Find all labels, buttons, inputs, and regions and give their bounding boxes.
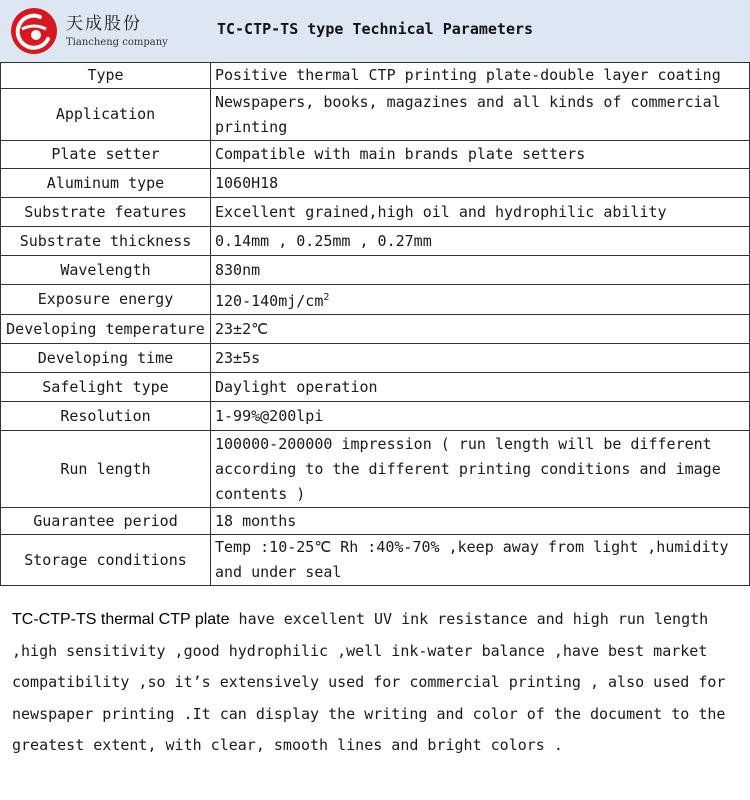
param-value: 1-99%@200lpi [211,402,750,431]
table-row [1,402,750,431]
param-value [211,285,750,315]
param-label: Aluminum type [1,169,211,198]
table-row [1,63,750,89]
param-label: Type [1,63,211,89]
param-label: Storage conditions [1,535,211,586]
param-value: 18 months [211,508,750,535]
param-label: Safelight type [1,373,211,402]
description-lead: TC-CTP-TS thermal CTP plate [12,611,230,628]
table-row [1,315,750,344]
table-row [1,285,750,315]
table-row [1,431,750,508]
table-row [1,227,750,256]
param-label: Run length [1,431,211,508]
param-label: Plate setter [1,141,211,169]
param-label: Resolution [1,402,211,431]
table-row [1,141,750,169]
param-label: Substrate features [1,198,211,227]
table-row [1,508,750,535]
exposure-value: 120-140mj/cm [215,292,324,310]
param-label: Substrate thickness [1,227,211,256]
table-row [1,89,750,141]
param-value: 100000-200000 impression ( run length will be different according to the different printing conditions and image contents ) [211,431,750,508]
tiancheng-logo-icon [10,7,58,55]
param-value: Positive thermal CTP printing plate-double layer coating [211,63,750,89]
param-value: Excellent grained,high oil and hydrophilic ability [211,198,750,227]
param-label: Guarantee period [1,508,211,535]
page-header [0,0,750,63]
param-value: 1060H18 [211,169,750,198]
description-body: have excellent UV ink resistance and high run length ,high sensitivity ,good hydrophilic ,well ink-water balance ,have best market compatibility ,so it’s extensively used for commercial printing , also used for newspaper printing .It can display the writing and color of the document to the greatest extent, with clear, smooth lines and bright colors . [12,610,726,754]
brand-name-en: Tiancheng company [66,37,168,48]
param-value: 23±2℃ [211,315,750,344]
table-row [1,535,750,586]
param-label: Developing time [1,344,211,373]
table-row [1,256,750,285]
parameters-table [0,62,750,586]
param-value: Daylight operation [211,373,750,402]
page-title: TC-CTP-TS type Technical Parameters [216,20,534,38]
brand-name-cn: 天成股份 [66,14,142,34]
table-row [1,198,750,227]
param-label: Developing temperature [1,315,211,344]
param-value: Temp :10-25℃ Rh :40%-70% ,keep away from light ,humidity and under seal [211,535,750,586]
table-row [1,373,750,402]
product-description [12,604,742,762]
table-row [1,344,750,373]
param-label: Application [1,89,211,141]
param-value: 830nm [211,256,750,285]
param-value: 0.14mm , 0.25mm , 0.27mm [211,227,750,256]
table-row [1,169,750,198]
param-label: Exposure energy [1,285,211,315]
param-label: Wavelength [1,256,211,285]
exposure-superscript: 2 [323,292,330,303]
param-value: 23±5s [211,344,750,373]
param-value: Compatible with main brands plate setters [211,141,750,169]
param-value: Newspapers, books, magazines and all kinds of commercial printing [211,89,750,141]
